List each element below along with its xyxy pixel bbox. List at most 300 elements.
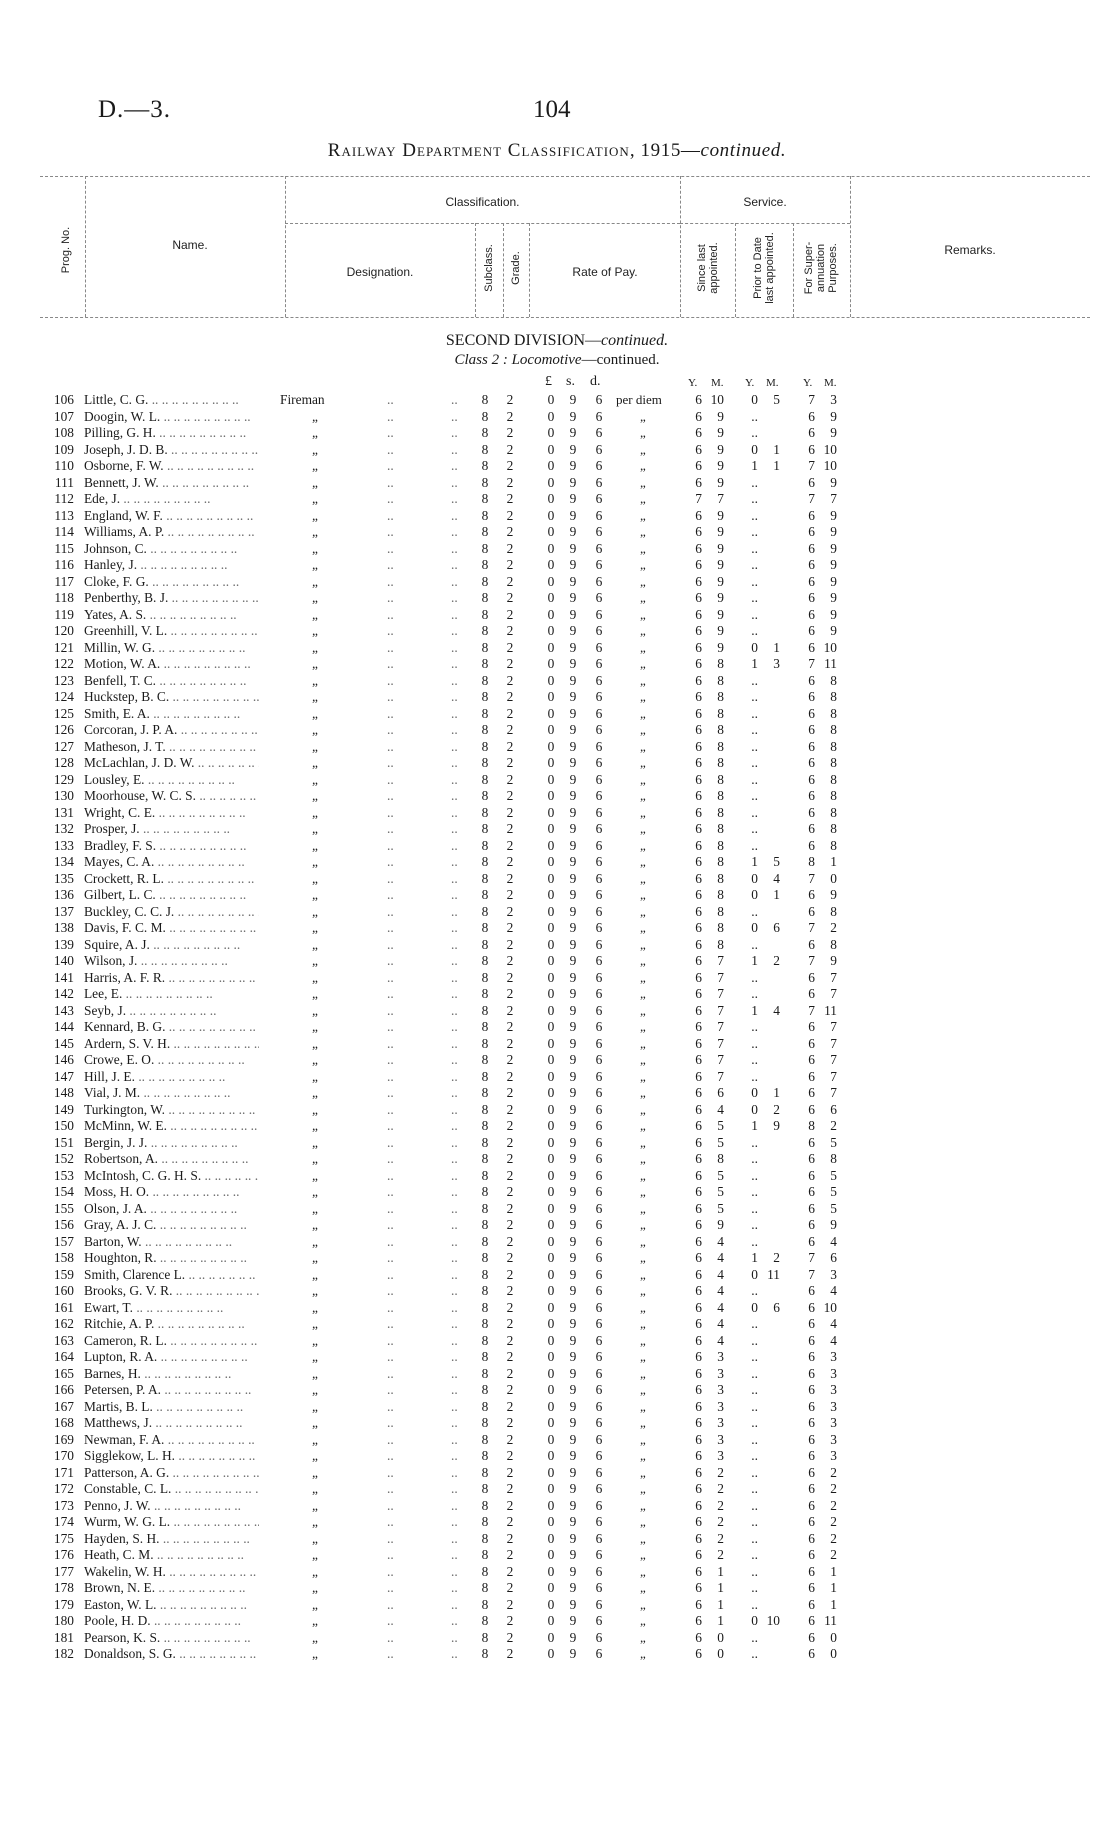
super-years-cell: 6 xyxy=(808,1283,815,1298)
prog-no-cell: 173 xyxy=(53,1497,74,1513)
since-years-cell: 6 xyxy=(695,1514,702,1529)
subclass-cell: 8 xyxy=(481,1052,489,1067)
super-years-cell: 6 xyxy=(808,1530,815,1546)
prior-years-cell: 1 xyxy=(751,1002,758,1018)
designation-cell: „ xyxy=(312,656,318,671)
table-row xyxy=(0,739,1114,756)
prior-years-cell: .. xyxy=(751,590,758,605)
prior-months-cell: 2 xyxy=(773,1101,780,1117)
dot-leader: .. xyxy=(451,705,458,721)
designation-cell: „ xyxy=(312,705,318,721)
super-months-cell: 5 xyxy=(830,1134,837,1150)
prior-years-cell: 0 xyxy=(751,1085,758,1100)
table-row xyxy=(0,574,1114,591)
dot-leader: .. xyxy=(387,1151,394,1166)
prog-no-cell: 115 xyxy=(54,540,74,556)
pay-shillings-cell: 9 xyxy=(569,1316,577,1331)
pay-period-cell: „ xyxy=(640,1629,646,1645)
since-months-cell: 1 xyxy=(717,1596,724,1612)
pay-pounds-cell: 0 xyxy=(547,1316,555,1331)
pay-pence-cell: 6 xyxy=(595,953,603,968)
subclass-cell: 8 xyxy=(481,1464,489,1480)
prior-years-cell: 0 xyxy=(751,392,758,407)
pay-shillings-cell: 9 xyxy=(569,689,577,704)
dot-leader: .. xyxy=(451,1596,458,1612)
dot-leader: .. xyxy=(451,1118,458,1133)
name-cell: Seyb, J. .. .. xyxy=(84,1003,259,1020)
prior-months-cell: 1 xyxy=(773,887,780,902)
since-years-cell: 6 xyxy=(695,1530,702,1546)
unit-shillings: s. xyxy=(566,374,575,389)
dot-leader: .. xyxy=(451,1200,458,1216)
dot-leader: .. xyxy=(387,1349,394,1364)
prior-years-cell: .. xyxy=(751,969,758,985)
since-years-cell: 6 xyxy=(695,1431,702,1447)
dot-leader: .. xyxy=(387,837,394,853)
pay-pence-cell: 6 xyxy=(595,1250,603,1265)
dot-leader: .. xyxy=(387,903,394,919)
prior-months-cell: 10 xyxy=(766,1613,780,1628)
since-years-cell: 6 xyxy=(695,1101,702,1117)
pay-period-cell: „ xyxy=(640,1299,646,1315)
pay-pence-cell: 6 xyxy=(595,903,603,919)
prior-years-cell: 0 xyxy=(751,1266,758,1282)
pay-shillings-cell: 9 xyxy=(569,441,577,457)
pay-pounds-cell: 0 xyxy=(547,1035,555,1051)
pay-shillings-cell: 9 xyxy=(569,639,577,655)
since-years-cell: 6 xyxy=(695,392,702,407)
name-cell: Moss, H. O. .. .. xyxy=(84,1184,259,1201)
pay-pounds-cell: 0 xyxy=(547,639,555,655)
super-months-cell: 11 xyxy=(824,1613,837,1628)
since-years-cell: 6 xyxy=(695,656,702,671)
super-years-cell: 6 xyxy=(808,903,815,919)
prior-years-cell: .. xyxy=(751,408,758,424)
grade-cell: 2 xyxy=(506,969,514,985)
super-months-cell: 8 xyxy=(830,804,837,820)
super-months-cell: 7 xyxy=(830,1068,837,1084)
since-years-cell: 6 xyxy=(695,573,702,589)
super-months-cell: 9 xyxy=(830,606,837,622)
prior-years-cell: 0 xyxy=(751,1299,758,1315)
vrule-3 xyxy=(475,223,476,317)
pay-pounds-cell: 0 xyxy=(547,722,555,737)
name-cell: Lee, E. .. .. xyxy=(84,986,259,1003)
super-months-cell: 10 xyxy=(823,639,837,655)
prior-years-cell: .. xyxy=(751,474,758,490)
table-row xyxy=(0,1151,1114,1168)
pay-pounds-cell: 0 xyxy=(547,1167,555,1183)
pay-shillings-cell: 9 xyxy=(569,1530,577,1546)
subclass-cell: 8 xyxy=(481,1580,489,1595)
subclass-cell: 8 xyxy=(481,689,489,704)
super-years-cell: 6 xyxy=(808,1151,815,1166)
table-row xyxy=(0,1498,1114,1515)
pay-period-cell: „ xyxy=(640,1101,646,1117)
since-months-cell: 8 xyxy=(717,837,724,853)
grade-cell: 2 xyxy=(506,458,514,473)
prog-no-cell: 149 xyxy=(53,1101,74,1117)
since-months-cell: 4 xyxy=(717,1233,724,1249)
table-row xyxy=(0,706,1114,723)
pay-pence-cell: 6 xyxy=(595,672,603,688)
name-cell: Moorhouse, W. C. S. .. .. xyxy=(84,788,259,805)
dot-leader: .. xyxy=(451,755,458,770)
grade-cell: 2 xyxy=(506,1332,514,1348)
prior-years-cell: 1 xyxy=(751,953,758,968)
since-months-cell: 9 xyxy=(717,573,724,589)
dot-leader: .. xyxy=(451,540,458,556)
pay-period-cell: „ xyxy=(640,1365,646,1381)
name-cell: Doogin, W. L. .. .. xyxy=(84,409,259,426)
since-months-cell: 8 xyxy=(717,689,724,704)
pay-period-cell: „ xyxy=(640,1068,646,1084)
pay-shillings-cell: 9 xyxy=(569,1167,577,1183)
subclass-cell: 8 xyxy=(481,507,489,523)
grade-cell: 2 xyxy=(506,1052,514,1067)
dot-leader: .. xyxy=(387,1497,394,1513)
pay-shillings-cell: 9 xyxy=(569,1464,577,1480)
pay-shillings-cell: 9 xyxy=(569,1563,577,1579)
name-cell: Matheson, J. T. .. .. xyxy=(84,739,259,756)
super-months-cell: 7 xyxy=(830,1085,837,1100)
designation-cell: „ xyxy=(312,689,318,704)
pay-period-cell: „ xyxy=(640,1481,646,1496)
dot-leader: .. xyxy=(387,474,394,490)
designation-cell: „ xyxy=(312,1299,318,1315)
pay-shillings-cell: 9 xyxy=(569,672,577,688)
prior-years-cell: .. xyxy=(751,1283,758,1298)
prog-no-cell: 157 xyxy=(53,1233,74,1249)
pay-period-cell: „ xyxy=(640,771,646,787)
pay-pence-cell: 6 xyxy=(595,1448,603,1463)
dot-leader: .. xyxy=(451,1431,458,1447)
pay-shillings-cell: 9 xyxy=(569,1481,577,1496)
prior-years-cell: 0 xyxy=(751,639,758,655)
since-months-cell: 7 xyxy=(717,986,724,1001)
pay-shillings-cell: 9 xyxy=(569,458,577,473)
table-row xyxy=(0,755,1114,772)
dot-leader: .. xyxy=(387,1547,394,1562)
prog-no-cell: 154 xyxy=(53,1184,74,1199)
name-cell: Kennard, B. G. .. .. xyxy=(84,1019,259,1036)
dot-leader: .. xyxy=(387,1514,394,1529)
super-months-cell: 4 xyxy=(830,1316,837,1331)
prog-no-cell: 118 xyxy=(54,590,74,605)
since-years-cell: 6 xyxy=(695,458,702,473)
prog-no-cell: 172 xyxy=(53,1481,74,1496)
since-months-cell: 9 xyxy=(717,623,724,638)
subclass-cell: 8 xyxy=(481,491,489,506)
pay-pence-cell: 6 xyxy=(595,1184,603,1199)
pay-pounds-cell: 0 xyxy=(547,1283,555,1298)
prog-no-cell: 134 xyxy=(53,854,74,869)
designation-cell: „ xyxy=(312,854,318,869)
subclass-cell: 8 xyxy=(481,1200,489,1216)
since-years-cell: 6 xyxy=(695,1266,702,1282)
subclass-cell: 8 xyxy=(481,1316,489,1331)
dot-leader: .. xyxy=(387,1299,394,1315)
prior-months-cell: 11 xyxy=(767,1266,780,1282)
subclass-cell: 8 xyxy=(481,1217,489,1232)
subclass-cell: 8 xyxy=(481,672,489,688)
super-months-cell: 9 xyxy=(830,524,837,539)
table-row xyxy=(0,442,1114,459)
dot-leader: .. xyxy=(451,1316,458,1331)
super-months-cell: 5 xyxy=(830,1200,837,1216)
division-continued: continued. xyxy=(601,332,669,349)
since-years-cell: 6 xyxy=(695,507,702,523)
pay-shillings-cell: 9 xyxy=(569,953,577,968)
super-years-cell: 6 xyxy=(808,1563,815,1579)
pay-shillings-cell: 9 xyxy=(569,936,577,952)
super-months-cell: 0 xyxy=(830,1629,837,1645)
pay-pence-cell: 6 xyxy=(595,738,603,754)
pay-pounds-cell: 0 xyxy=(547,524,555,539)
dot-leader: .. xyxy=(451,1217,458,1232)
subclass-cell: 8 xyxy=(481,1085,489,1100)
super-years-cell: 6 xyxy=(808,1514,815,1529)
prog-no-cell: 129 xyxy=(53,771,74,787)
prior-years-cell: .. xyxy=(751,1514,758,1529)
pay-pence-cell: 6 xyxy=(595,1481,603,1496)
prog-no-cell: 153 xyxy=(53,1167,74,1183)
since-months-cell: 9 xyxy=(717,590,724,605)
prog-no-cell: 141 xyxy=(53,969,74,985)
pay-pence-cell: 6 xyxy=(595,870,603,886)
designation-cell: „ xyxy=(312,1530,318,1546)
designation-cell: „ xyxy=(312,1266,318,1282)
subclass-cell: 8 xyxy=(481,1646,489,1661)
pay-pounds-cell: 0 xyxy=(547,854,555,869)
dot-leader: .. xyxy=(387,1068,394,1084)
designation-cell: „ xyxy=(312,870,318,886)
dot-leader: .. xyxy=(451,1332,458,1348)
since-months-cell: 3 xyxy=(717,1349,724,1364)
pay-pence-cell: 6 xyxy=(595,639,603,655)
subclass-cell: 8 xyxy=(481,1497,489,1513)
pay-period-cell: „ xyxy=(640,1085,646,1100)
prior-years-cell: .. xyxy=(751,755,758,770)
designation-cell: „ xyxy=(312,1068,318,1084)
subclass-cell: 8 xyxy=(481,705,489,721)
prog-no-cell: 138 xyxy=(53,920,74,935)
subclass-cell: 8 xyxy=(481,1233,489,1249)
subclass-cell: 8 xyxy=(481,1629,489,1645)
table-row xyxy=(0,970,1114,987)
pay-period-cell: „ xyxy=(640,755,646,770)
dot-leader: .. xyxy=(451,1283,458,1298)
prog-no-cell: 109 xyxy=(53,441,74,457)
grade-cell: 2 xyxy=(506,920,514,935)
subclass-cell: 8 xyxy=(481,1019,489,1034)
pay-shillings-cell: 9 xyxy=(569,1085,577,1100)
super-years-cell: 6 xyxy=(808,1629,815,1645)
pay-pounds-cell: 0 xyxy=(547,755,555,770)
super-months-cell: 8 xyxy=(830,689,837,704)
prior-months-cell: 6 xyxy=(773,920,780,935)
pay-period-cell: „ xyxy=(640,623,646,638)
super-months-cell: 9 xyxy=(830,507,837,523)
pay-pence-cell: 6 xyxy=(595,1629,603,1645)
prior-years-cell: .. xyxy=(751,788,758,803)
prior-years-cell: .. xyxy=(751,1464,758,1480)
pay-shillings-cell: 9 xyxy=(569,870,577,886)
name-cell: Little, C. G. .. .. xyxy=(84,392,259,409)
col-for-super: For Super- annuation Purposes. xyxy=(803,241,839,295)
prior-years-cell: .. xyxy=(751,1151,758,1166)
pay-period-cell: „ xyxy=(640,441,646,457)
grade-cell: 2 xyxy=(506,1481,514,1496)
since-years-cell: 6 xyxy=(695,1332,702,1348)
subclass-cell: 8 xyxy=(481,1563,489,1579)
since-months-cell: 9 xyxy=(717,408,724,424)
prog-no-cell: 107 xyxy=(53,408,74,424)
pay-pence-cell: 6 xyxy=(595,458,603,473)
designation-cell: „ xyxy=(312,936,318,952)
pay-shillings-cell: 9 xyxy=(569,903,577,919)
since-years-cell: 6 xyxy=(695,1233,702,1249)
super-years-cell: 6 xyxy=(808,969,815,985)
prior-years-cell: .. xyxy=(751,491,758,506)
super-months-cell: 6 xyxy=(830,1101,837,1117)
designation-cell: „ xyxy=(312,623,318,638)
super-months-cell: 9 xyxy=(830,590,837,605)
super-months-cell: 10 xyxy=(823,1299,837,1315)
dot-leader: .. xyxy=(451,1002,458,1018)
since-years-cell: 6 xyxy=(695,1085,702,1100)
prog-no-cell: 132 xyxy=(53,821,74,836)
pay-shillings-cell: 9 xyxy=(569,1002,577,1018)
dot-leader: .. xyxy=(387,1184,394,1199)
subclass-cell: 8 xyxy=(481,771,489,787)
pay-pence-cell: 6 xyxy=(595,1596,603,1612)
pay-shillings-cell: 9 xyxy=(569,606,577,622)
pay-shillings-cell: 9 xyxy=(569,1596,577,1612)
pay-shillings-cell: 9 xyxy=(569,986,577,1001)
super-years-cell: 6 xyxy=(808,425,815,440)
dot-leader: .. xyxy=(451,1085,458,1100)
pay-shillings-cell: 9 xyxy=(569,590,577,605)
prior-years-cell: .. xyxy=(751,1233,758,1249)
designation-cell: „ xyxy=(312,738,318,754)
dot-leader: .. xyxy=(387,1200,394,1216)
dot-leader: .. xyxy=(451,1563,458,1579)
since-months-cell: 8 xyxy=(717,705,724,721)
subclass-cell: 8 xyxy=(481,1002,489,1018)
name-cell: Barnes, H. .. .. xyxy=(84,1366,259,1383)
pay-period-cell: „ xyxy=(640,474,646,490)
grade-cell: 2 xyxy=(506,1646,514,1661)
table-row xyxy=(0,1283,1114,1300)
designation-cell: „ xyxy=(312,1101,318,1117)
prior-years-cell: .. xyxy=(751,425,758,440)
designation-cell: „ xyxy=(312,722,318,737)
subclass-cell: 8 xyxy=(481,1283,489,1298)
grade-cell: 2 xyxy=(506,771,514,787)
prog-no-cell: 116 xyxy=(54,557,74,572)
grade-cell: 2 xyxy=(506,755,514,770)
grade-cell: 2 xyxy=(506,953,514,968)
dot-leader: .. xyxy=(387,425,394,440)
since-months-cell: 8 xyxy=(717,738,724,754)
designation-cell: „ xyxy=(312,590,318,605)
since-years-cell: 6 xyxy=(695,1316,702,1331)
pay-period-cell: „ xyxy=(640,1596,646,1612)
since-months-cell: 7 xyxy=(717,1068,724,1084)
super-months-cell: 9 xyxy=(830,425,837,440)
since-months-cell: 8 xyxy=(717,656,724,671)
since-months-cell: 9 xyxy=(717,474,724,490)
grade-cell: 2 xyxy=(506,1349,514,1364)
name-cell: Yates, A. S. .. .. xyxy=(84,607,259,624)
super-months-cell: 3 xyxy=(830,1398,837,1414)
grade-cell: 2 xyxy=(506,1035,514,1051)
prog-no-cell: 144 xyxy=(53,1019,74,1034)
designation-cell: „ xyxy=(312,458,318,473)
subclass-cell: 8 xyxy=(481,458,489,473)
grade-cell: 2 xyxy=(506,705,514,721)
name-cell: Poole, H. D. .. .. xyxy=(84,1613,259,1630)
col-rate-of-pay: Rate of Pay. xyxy=(572,265,638,279)
prog-no-cell: 123 xyxy=(53,672,74,688)
prior-years-cell: .. xyxy=(751,771,758,787)
table-row xyxy=(0,1465,1114,1482)
designation-cell: „ xyxy=(312,1184,318,1199)
table-row xyxy=(0,1085,1114,1102)
prior-years-cell: .. xyxy=(751,1448,758,1463)
pay-shillings-cell: 9 xyxy=(569,1448,577,1463)
designation-cell: „ xyxy=(312,1134,318,1150)
pay-shillings-cell: 9 xyxy=(569,1052,577,1067)
pay-shillings-cell: 9 xyxy=(569,788,577,803)
pay-shillings-cell: 9 xyxy=(569,1035,577,1051)
prior-years-cell: .. xyxy=(751,1415,758,1430)
dot-leader: .. xyxy=(387,1085,394,1100)
pay-shillings-cell: 9 xyxy=(569,1398,577,1414)
dot-leader: .. xyxy=(387,738,394,754)
subclass-cell: 8 xyxy=(481,1101,489,1117)
super-months-cell: 1 xyxy=(830,1596,837,1612)
since-months-cell: 9 xyxy=(717,1217,724,1232)
since-years-cell: 6 xyxy=(695,1200,702,1216)
dot-leader: .. xyxy=(387,722,394,737)
pay-shillings-cell: 9 xyxy=(569,1266,577,1282)
since-years-cell: 6 xyxy=(695,1217,702,1232)
name-cell: Matthews, J. .. .. xyxy=(84,1415,259,1432)
super-years-cell: 6 xyxy=(808,1497,815,1513)
pay-pounds-cell: 0 xyxy=(547,887,555,902)
since-years-cell: 6 xyxy=(695,1134,702,1150)
dot-leader: .. xyxy=(387,392,394,407)
since-years-cell: 6 xyxy=(695,623,702,638)
designation-cell: „ xyxy=(312,1596,318,1612)
pay-shillings-cell: 9 xyxy=(569,392,577,407)
since-years-cell: 6 xyxy=(695,524,702,539)
pay-period-cell: „ xyxy=(640,936,646,952)
pay-pence-cell: 6 xyxy=(595,969,603,985)
designation-cell: „ xyxy=(312,1629,318,1645)
pay-period-cell: „ xyxy=(640,1431,646,1447)
prog-no-cell: 127 xyxy=(53,738,74,754)
subclass-cell: 8 xyxy=(481,837,489,853)
dot-leader: .. xyxy=(451,1415,458,1430)
class-name: Locomotive xyxy=(511,352,582,368)
pay-shillings-cell: 9 xyxy=(569,1629,577,1645)
super-years-cell: 6 xyxy=(808,821,815,836)
super-months-cell: 8 xyxy=(830,705,837,721)
since-years-cell: 6 xyxy=(695,903,702,919)
